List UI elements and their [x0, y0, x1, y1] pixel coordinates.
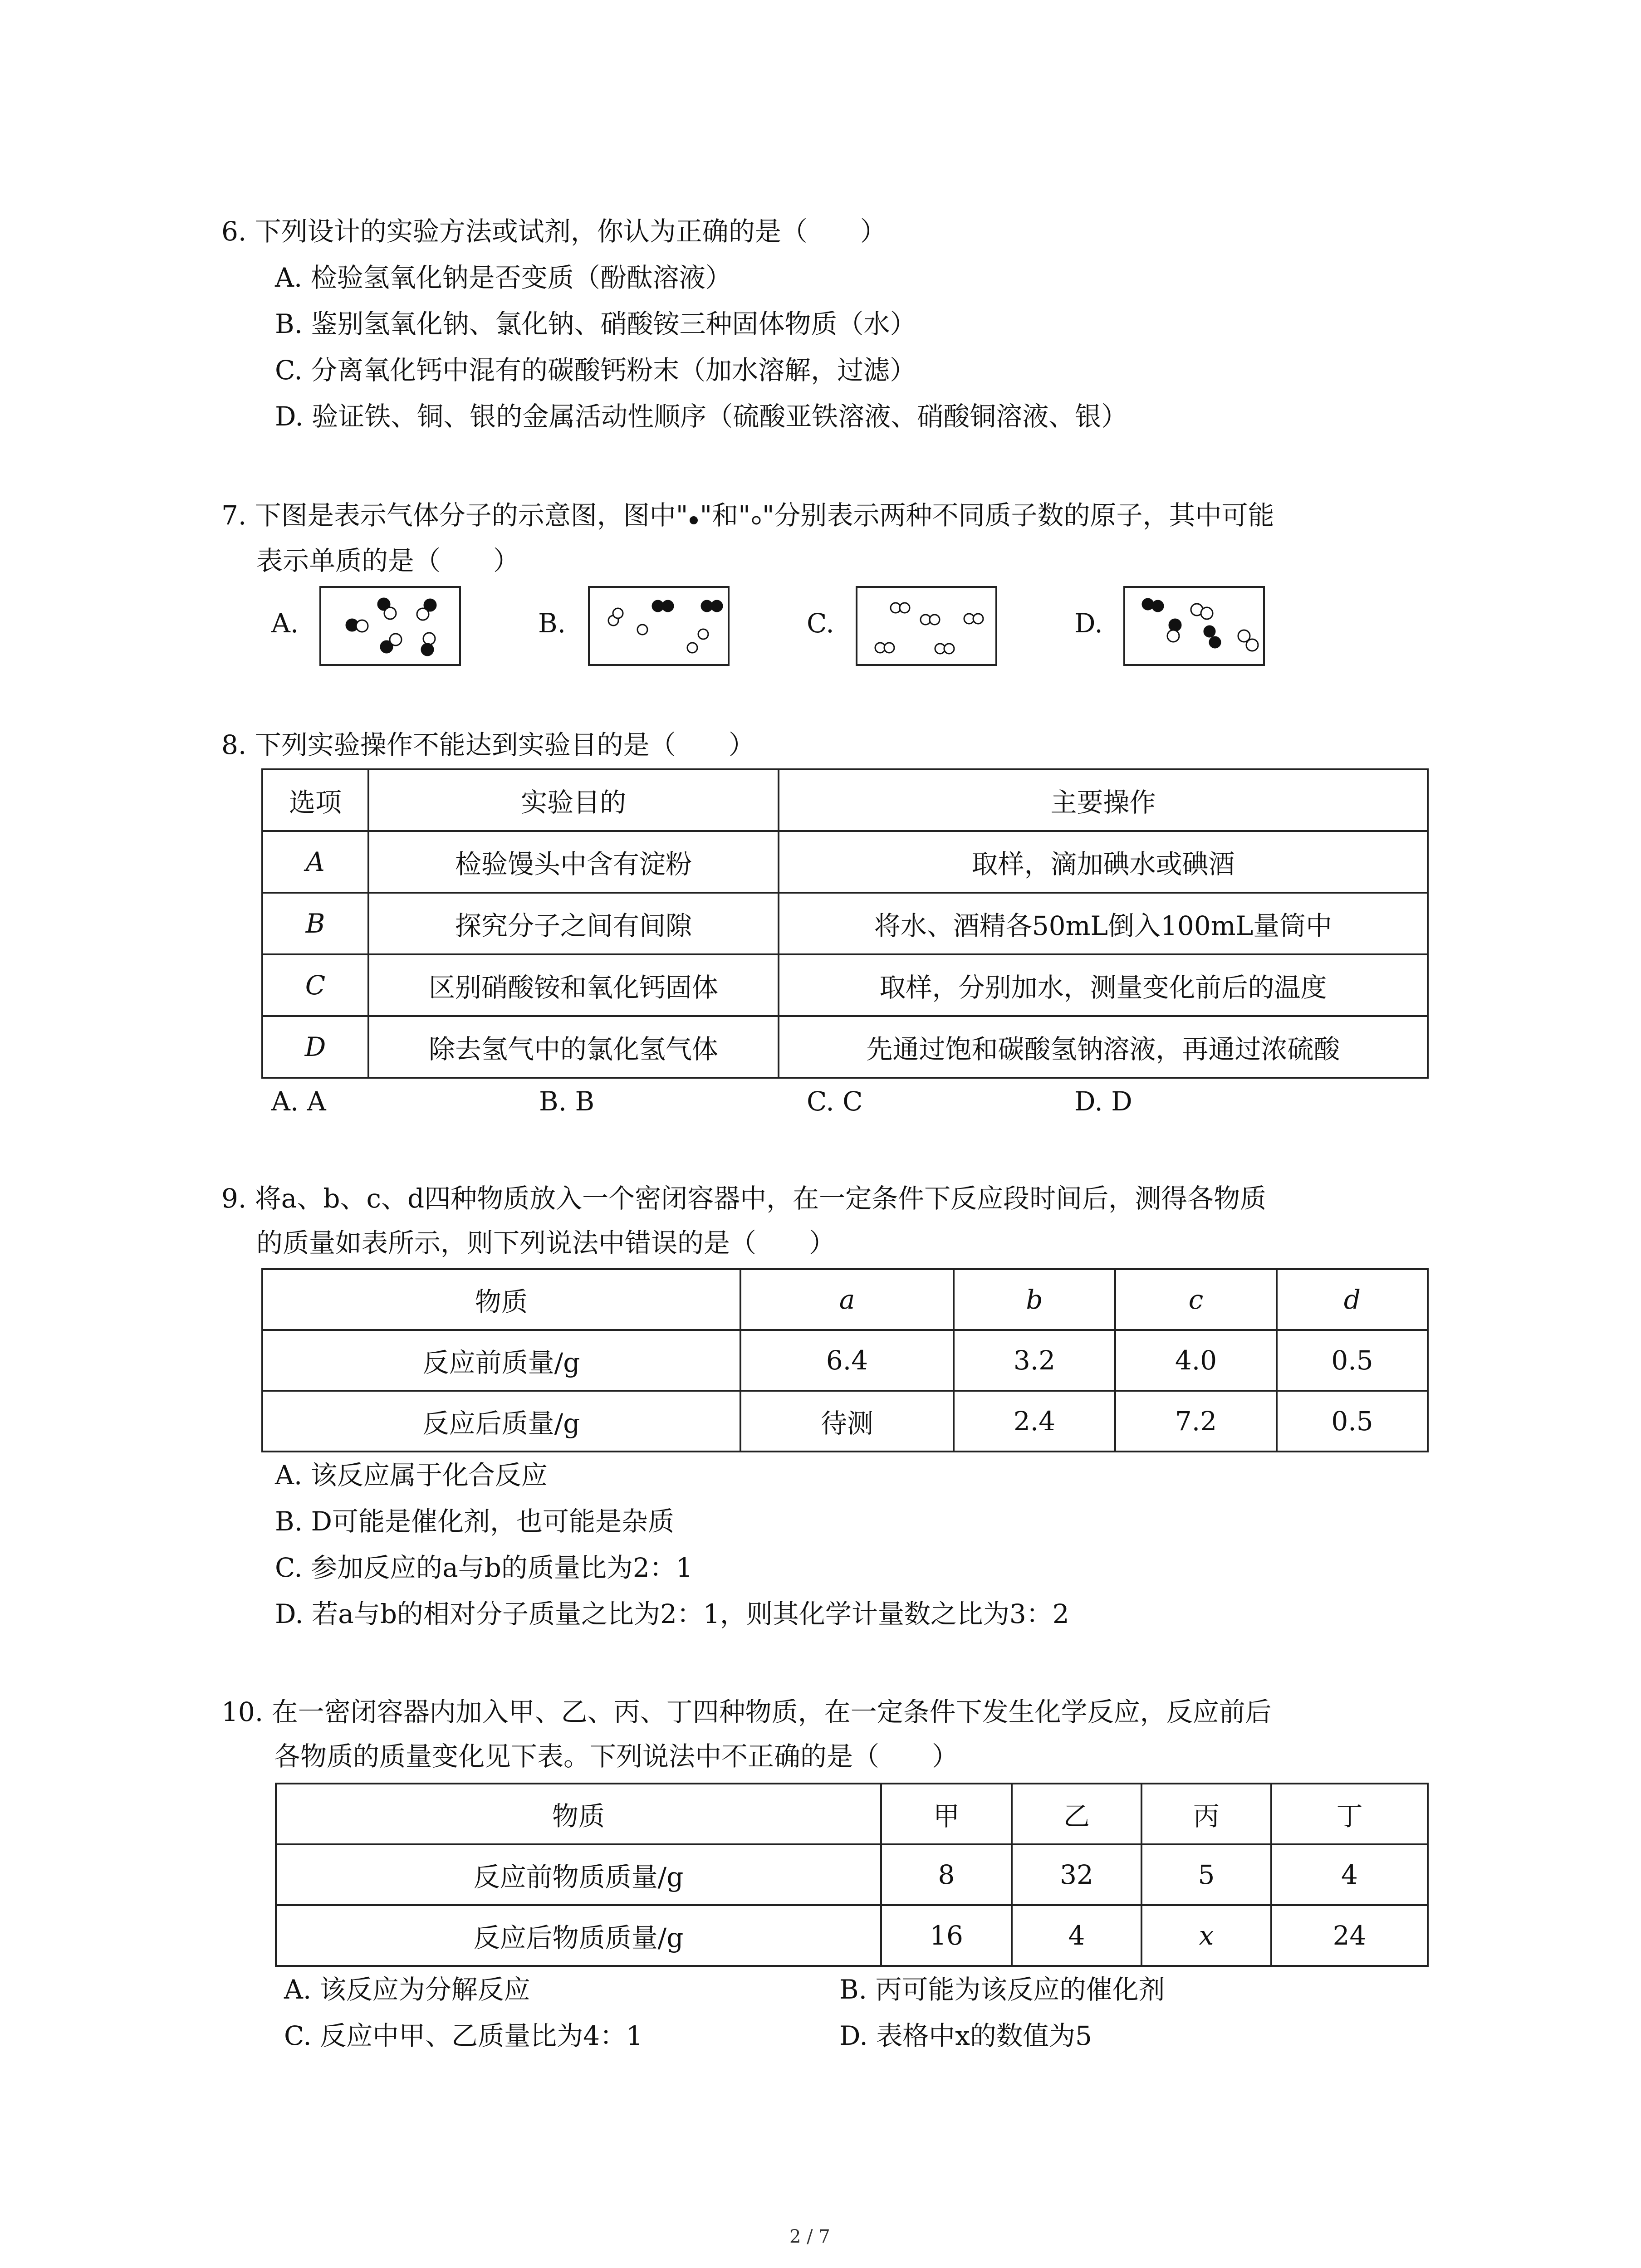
- table-cell: 区别硝酸铵和氧化钙固体: [368, 954, 779, 1016]
- table-header-cell: a: [740, 1269, 954, 1330]
- table-cell: 取样，滴加碘水或碘酒: [779, 831, 1428, 893]
- table-cell: 0.5: [1277, 1330, 1428, 1391]
- table-header-cell: b: [954, 1269, 1115, 1330]
- table-cell: 4: [1271, 1844, 1428, 1905]
- table-row: [262, 1016, 1428, 1078]
- table-cell: 16: [881, 1905, 1012, 1966]
- table-cell: A: [262, 831, 368, 893]
- page-number: 2 / 7: [789, 2226, 830, 2247]
- q7-label-b: B.: [538, 608, 566, 639]
- table-header-cell: 物质: [262, 1269, 740, 1330]
- q9-option-a: A. 该反应属于化合反应: [275, 1460, 548, 1491]
- q8-option-b: B. B: [539, 1086, 595, 1117]
- table-cell: 7.2: [1115, 1391, 1277, 1452]
- q10-table: [275, 1783, 1429, 1967]
- table-header-cell: c: [1115, 1269, 1277, 1330]
- table-cell: D: [262, 1016, 368, 1078]
- q6-option-a: A. 检验氢氧化钠是否变质（酚酞溶液）: [275, 262, 732, 293]
- q10-option-b: B. 丙可能为该反应的催化剂: [839, 1974, 1165, 2005]
- table-cell: 先通过饱和碳酸氢钠溶液，再通过浓硫酸: [779, 1016, 1428, 1078]
- table-cell: 取样，分别加水，测量变化前后的温度: [779, 954, 1428, 1016]
- table-row: [262, 893, 1428, 954]
- q9-option-b: B. D可能是催化剂，也可能是杂质: [275, 1506, 674, 1537]
- table-row: [262, 831, 1428, 893]
- table-cell: 探究分子之间有间隙: [368, 893, 779, 954]
- table-cell: B: [262, 893, 368, 954]
- table-row: [262, 954, 1428, 1016]
- q9-stem-line2: 的质量如表所示，则下列说法中错误的是（ ）: [256, 1227, 836, 1258]
- table-header-cell: 丁: [1271, 1784, 1428, 1844]
- table-cell: 反应后质量/g: [262, 1391, 740, 1452]
- q7-diagram-a: [319, 586, 461, 666]
- q7-stem: 7. 下图是表示气体分子的示意图，图中" "和" "分别表示两种不同质子数的原子，其中可能: [221, 500, 1274, 531]
- q7-diagram-b: [588, 586, 730, 666]
- q8-option-a: A. A: [271, 1086, 326, 1117]
- black-atom-icon: [688, 513, 700, 525]
- q6-option-d: D. 验证铁、铜、银的金属活动性顺序（硫酸亚铁溶液、硝酸铜溶液、银）: [275, 401, 1128, 432]
- table-cell: 3.2: [954, 1330, 1115, 1391]
- table-header-row: [262, 1269, 1428, 1330]
- q7-label-a: A.: [271, 608, 299, 639]
- q10-stem: 10. 在一密闭容器内加入甲、乙、丙、丁四种物质，在一定条件下发生化学反应，反应前后: [221, 1696, 1272, 1727]
- q10-option-a: A. 该反应为分解反应: [284, 1974, 530, 2005]
- q8-option-d: D. D: [1074, 1086, 1132, 1117]
- table-cell: 反应前质量/g: [262, 1330, 740, 1391]
- table-cell: 24: [1271, 1905, 1428, 1966]
- table-cell: 4.0: [1115, 1330, 1277, 1391]
- table-cell: 除去氢气中的氯化氢气体: [368, 1016, 779, 1078]
- q10-option-d: D. 表格中x的数值为5: [839, 2020, 1092, 2051]
- q6-stem: 6. 下列设计的实验方法或试剂，你认为正确的是（ ）: [221, 216, 887, 247]
- q10-stem-line2: 各物质的质量变化见下表。下列说法中不正确的是（ ）: [274, 1741, 959, 1772]
- table-cell: 5: [1141, 1844, 1271, 1905]
- table-header-cell: 主要操作: [779, 769, 1428, 831]
- table-header-cell: 物质: [276, 1784, 881, 1844]
- q7-label-c: C.: [807, 608, 834, 639]
- q7-diagram-d: [1123, 586, 1265, 666]
- table-cell: 检验馒头中含有淀粉: [368, 831, 779, 893]
- white-atom-icon: [750, 513, 762, 525]
- table-cell: 6.4: [740, 1330, 954, 1391]
- q8-option-c: C. C: [807, 1086, 863, 1117]
- table-header-cell: 实验目的: [368, 769, 779, 831]
- table-header-row: [262, 769, 1428, 831]
- table-cell: C: [262, 954, 368, 1016]
- q7-diagram-c: [856, 586, 997, 666]
- table-row: [262, 1391, 1428, 1452]
- table-cell: 4: [1012, 1905, 1141, 1966]
- table-row: [276, 1844, 1428, 1905]
- table-header-cell: 甲: [881, 1784, 1012, 1844]
- table-row: [276, 1905, 1428, 1966]
- table-cell: 8: [881, 1844, 1012, 1905]
- q9-option-d: D. 若a与b的相对分子质量之比为2：1，则其化学计量数之比为3：2: [275, 1598, 1069, 1629]
- q7-label-d: D.: [1074, 608, 1103, 639]
- table-header-cell: 丙: [1141, 1784, 1271, 1844]
- q9-option-c: C. 参加反应的a与b的质量比为2：1: [275, 1552, 693, 1583]
- q6-option-c: C. 分离氧化钙中混有的碳酸钙粉末（加水溶解，过滤）: [275, 355, 916, 386]
- q9-table: [261, 1268, 1429, 1452]
- q8-stem: 8. 下列实验操作不能达到实验目的是（ ）: [221, 729, 755, 760]
- table-header-cell: d: [1277, 1269, 1428, 1330]
- table-cell: 反应后物质质量/g: [276, 1905, 881, 1966]
- table-cell: 0.5: [1277, 1391, 1428, 1452]
- table-cell: 2.4: [954, 1391, 1115, 1452]
- table-header-cell: 乙: [1012, 1784, 1141, 1844]
- table-row: [262, 1330, 1428, 1391]
- table-cell: 反应前物质质量/g: [276, 1844, 881, 1905]
- table-header-row: [276, 1784, 1428, 1844]
- q8-table: [261, 768, 1429, 1079]
- q6-option-b: B. 鉴别氢氧化钠、氯化钠、硝酸铵三种固体物质（水）: [275, 308, 916, 339]
- table-cell: 待测: [740, 1391, 954, 1452]
- q7-stem-line2: 表示单质的是（ ）: [256, 545, 520, 576]
- q9-stem: 9. 将a、b、c、d四种物质放入一个密闭容器中，在一定条件下反应段时间后，测得各物质: [221, 1183, 1267, 1214]
- table-header-cell: 选项: [262, 769, 368, 831]
- q10-option-c: C. 反应中甲、乙质量比为4：1: [284, 2020, 643, 2051]
- table-cell: 32: [1012, 1844, 1141, 1905]
- table-cell: 将水、酒精各50mL倒入100mL量筒中: [779, 893, 1428, 954]
- table-cell: x: [1141, 1905, 1271, 1966]
